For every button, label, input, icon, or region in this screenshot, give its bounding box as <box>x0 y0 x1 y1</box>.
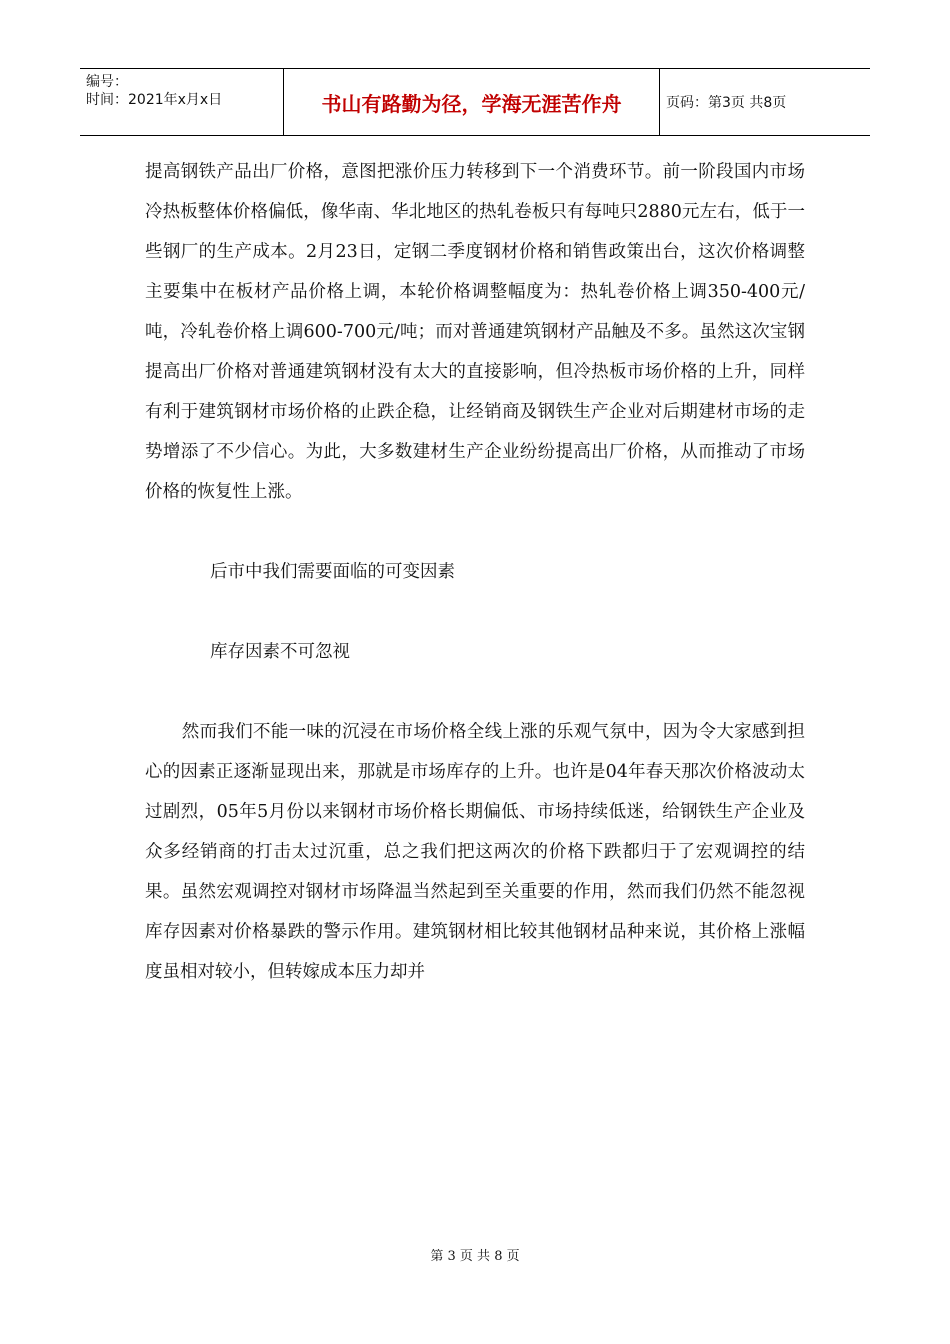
body-paragraph-2: 然而我们不能一味的沉浸在市场价格全线上涨的乐观气氛中，因为令大家感到担心的因素正逐渐显现出来，那就是市场库存的上升。也许是04年春天那次价格波动太过剧烈，05年5月份以来钢材市场价格长期偏低、市场持续低迷，给钢铁生产企业及众多经销商的打击太过沉重，总之我们把这两次的价格下跌都归于了宏观调控的结果。虽然宏观调控对钢材市场降温当然起到至关重要的作用，然而我们仍然不能忽视库存因素对价格暴跌的警示作用。建筑钢材相比较其他钢材品种来说，其价格上涨幅度虽相对较小，但转嫁成本压力却并 <box>145 722 805 982</box>
document-body <box>145 152 805 992</box>
section-heading-variable-factors: 后市中我们需要面临的可变因素 <box>210 562 455 582</box>
section-heading-inventory: 库存因素不可忽视 <box>210 642 350 662</box>
paragraph-spacer <box>145 512 805 552</box>
body-paragraph-1: 提高钢铁产品出厂价格，意图把涨价压力转移到下一个消费环节。前一阶段国内市场冷热板整体价格偏低，像华南、华北地区的热轧卷板只有每吨只2880元左右，低于一些钢厂的生产成本。2月23日，定钢二季度钢材价格和销售政策出台，这次价格调整主要集中在板材产品价格上调，本轮价格调整幅度为：热轧卷价格上调350-400元/吨，冷轧卷价格上调600-700元/吨；而对普通建筑钢材产品触及不多。虽然这次宝钢提高出厂价格对普通建筑钢材没有太大的直接影响，但冷热板市场价格的上升，同样有利于建筑钢材市场价格的止跌企稳，让经销商及钢铁生产企业对后期建材市场的走势增添了不少信心。为此，大多数建材生产企业纷纷提高出厂价格，从而推动了市场价格的恢复性上涨。 <box>145 162 805 502</box>
document-number-label: 编号： <box>86 74 128 90</box>
header-motto: 书山有路勤为径，学海无涯苦作舟 <box>284 69 660 135</box>
page-header <box>80 68 870 136</box>
paragraph-spacer <box>145 672 805 712</box>
page-footer: 第 3 页 共 8 页 <box>430 1249 520 1264</box>
header-meta <box>80 69 284 135</box>
document-date: 时间：2021年x月x日 <box>86 92 223 108</box>
paragraph-spacer <box>145 592 805 632</box>
header-page-info: 页码：第3页 共8页 <box>666 95 787 111</box>
